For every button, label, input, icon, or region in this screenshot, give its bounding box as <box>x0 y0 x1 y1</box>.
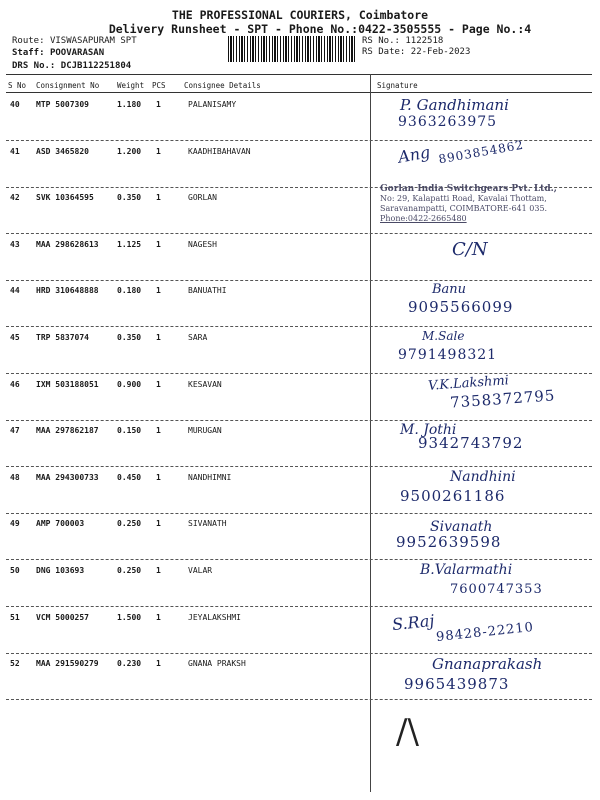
row-weight: 0.250 <box>117 519 142 529</box>
row-pcs: 1 <box>156 146 161 156</box>
drs-value: DCJB112251804 <box>60 61 132 71</box>
route-label: Route: <box>12 36 45 46</box>
row-sno: 43 <box>10 239 20 249</box>
signature-name: Nandhini <box>450 468 516 485</box>
stamp-line3: Saravanampatti, COIMBATORE-641 035. <box>380 204 548 213</box>
col-consignee: Consignee Details <box>184 81 261 90</box>
row-consignment-no: MAA 298628613 <box>36 239 99 249</box>
table-row <box>0 137 600 188</box>
stamp-line4: Phone:0422-2665480 <box>380 214 467 223</box>
signature-phone: 9095566099 <box>408 298 514 317</box>
row-sno: 40 <box>10 100 20 109</box>
col-weight: Weight <box>117 81 145 90</box>
rs-no-label: RS No.: <box>362 36 400 46</box>
signature-phone: 9791498321 <box>398 347 498 363</box>
staff-label: Staff: <box>12 48 45 58</box>
runsheet-subtitle: Delivery Runsheet - SPT - Phone No.:0422-3505555 - Page No.:4 <box>108 22 532 36</box>
row-consignment-no: HRD 310648888 <box>36 286 99 296</box>
row-pcs: 1 <box>156 100 161 109</box>
signature-name: Sivanath <box>430 519 493 536</box>
signature-phone: 9363263975 <box>398 114 498 130</box>
row-weight: 0.230 <box>117 659 142 669</box>
table-top-border <box>6 74 592 75</box>
row-pcs: 1 <box>156 566 161 575</box>
rs-no-line <box>362 36 443 46</box>
col-pcs: PCS <box>152 81 166 90</box>
row-pcs: 1 <box>156 379 161 389</box>
row-weight: 1.180 <box>117 100 142 109</box>
pen-mark: /\ <box>396 712 419 752</box>
row-consignee: GNANA PRAKSH <box>188 659 246 669</box>
row-weight: 0.900 <box>117 379 142 389</box>
company-title: THE PROFESSIONAL COURIERS, Coimbatore <box>171 8 429 22</box>
row-consignee: MURUGAN <box>188 426 222 436</box>
stamp-line2: No: 29, Kalapatti Road, Kavalai Thottam, <box>380 194 547 203</box>
row-weight: 0.150 <box>117 426 142 436</box>
row-sno: 42 <box>10 193 20 203</box>
signature-phone: 7358372795 <box>449 385 556 412</box>
row-consignee: PALANISAMY <box>188 100 237 109</box>
row-sno: 50 <box>10 566 20 575</box>
row-sno: 45 <box>10 333 20 342</box>
table-row <box>0 560 600 607</box>
staff-line <box>12 48 104 58</box>
row-weight: 0.450 <box>117 472 142 482</box>
row-consignment-no: TRP 5837074 <box>36 333 89 342</box>
row-weight: 0.350 <box>117 333 142 342</box>
row-sno: 48 <box>10 472 20 482</box>
stamp-line1: Gorlan India Switchgears Pvt. Ltd., <box>380 184 557 194</box>
table-row <box>0 513 600 560</box>
row-consignment-no: MAA 294300733 <box>36 472 99 482</box>
row-consignment-no: IXM 503188051 <box>36 379 99 389</box>
table-row <box>0 94 600 141</box>
signature-name: M. Jothi <box>400 422 457 439</box>
signature-phone: 9952639598 <box>396 533 502 552</box>
table-row <box>0 653 600 700</box>
signature-phone: 8903854862 <box>437 137 525 166</box>
signature-name: P. Gandhimani <box>400 96 509 114</box>
signature-phone: 98428-22210 <box>435 619 535 645</box>
staff-value: POOVARASAN <box>49 48 105 58</box>
drs-line <box>12 61 131 71</box>
row-consignee: SIVANATH <box>188 519 227 529</box>
row-sno: 51 <box>10 612 20 622</box>
table-row <box>0 280 600 327</box>
row-sno: 47 <box>10 426 20 436</box>
row-weight: 1.125 <box>117 239 142 249</box>
row-weight: 0.180 <box>117 286 142 296</box>
row-consignee: BANUATHI <box>188 286 227 296</box>
signature-name: B.Valarmathi <box>420 562 513 578</box>
signature-name: Gnanaprakash <box>432 655 543 674</box>
row-consignee: GORLAN <box>188 193 217 203</box>
signature-phone: 9500261186 <box>400 486 506 505</box>
row-consignment-no: MAA 291590279 <box>36 659 99 669</box>
signature-phone: 7600747353 <box>450 582 543 597</box>
table-row <box>0 374 600 421</box>
row-consignee: KAADHIBAHAVAN <box>188 146 251 156</box>
col-consignment: Consignment No <box>36 81 100 90</box>
row-consignment-no: SVK 10364595 <box>36 193 94 203</box>
col-sno: S No <box>8 81 27 90</box>
row-pcs: 1 <box>156 519 161 529</box>
row-pcs: 1 <box>156 612 161 622</box>
row-sno: 49 <box>10 519 20 529</box>
col-signature: Signature <box>377 81 418 90</box>
signature-name: C/N <box>452 239 488 261</box>
rs-no-value: 1122518 <box>405 36 444 46</box>
row-consignment-no: DNG 103693 <box>36 566 85 575</box>
signature-name: V.K.Lakshmi <box>427 372 510 394</box>
row-weight: 0.250 <box>117 566 142 575</box>
signature-name: M.Sale <box>422 329 465 343</box>
table-row <box>0 467 600 514</box>
row-pcs: 1 <box>156 426 161 436</box>
row-consignee: NANDHIMNI <box>188 472 232 482</box>
route-value: VISWASAPURAM SPT <box>49 36 137 46</box>
route-line <box>12 36 137 46</box>
table-row <box>0 607 600 654</box>
signature-name: S.Raj <box>391 610 436 634</box>
table-row <box>0 327 600 374</box>
rs-date-label: RS Date: <box>362 47 406 57</box>
rs-date-line <box>362 47 470 57</box>
row-consignee: JEYALAKSHMI <box>188 612 241 622</box>
row-consignee: SARA <box>188 333 208 342</box>
row-weight: 0.350 <box>117 193 142 203</box>
row-sno: 46 <box>10 379 20 389</box>
signature-name: Banu <box>432 282 467 298</box>
table-row <box>0 420 600 467</box>
row-pcs: 1 <box>156 239 161 249</box>
row-pcs: 1 <box>156 333 161 342</box>
table-row <box>0 234 600 281</box>
row-weight: 1.200 <box>117 146 142 156</box>
signature-phone: 9342743792 <box>418 434 524 453</box>
row-consignment-no: AMP 700003 <box>36 519 85 529</box>
row-sno: 52 <box>10 659 20 669</box>
drs-label: DRS No.: <box>12 61 56 71</box>
row-consignment-no: MTP 5007309 <box>36 100 89 109</box>
row-divider <box>6 699 592 700</box>
row-consignee: NAGESH <box>188 239 217 249</box>
row-consignee: KESAVAN <box>188 379 222 389</box>
row-sno: 41 <box>10 146 20 156</box>
row-consignment-no: ASD 3465820 <box>36 146 89 156</box>
table-header-border <box>6 92 592 93</box>
row-consignment-no: VCM 5000257 <box>36 612 89 622</box>
row-consignee: VALAR <box>188 566 213 575</box>
company-stamp <box>380 184 590 224</box>
row-pcs: 1 <box>156 472 161 482</box>
row-pcs: 1 <box>156 286 161 296</box>
signature-name: Ang <box>396 141 432 167</box>
row-pcs: 1 <box>156 659 161 669</box>
row-pcs: 1 <box>156 193 161 203</box>
row-sno: 44 <box>10 286 20 296</box>
barcode <box>228 36 356 62</box>
row-weight: 1.500 <box>117 612 142 622</box>
row-consignment-no: MAA 297862187 <box>36 426 99 436</box>
rs-date-value: 22-Feb-2023 <box>410 47 471 57</box>
signature-phone: 9965439873 <box>404 675 510 694</box>
